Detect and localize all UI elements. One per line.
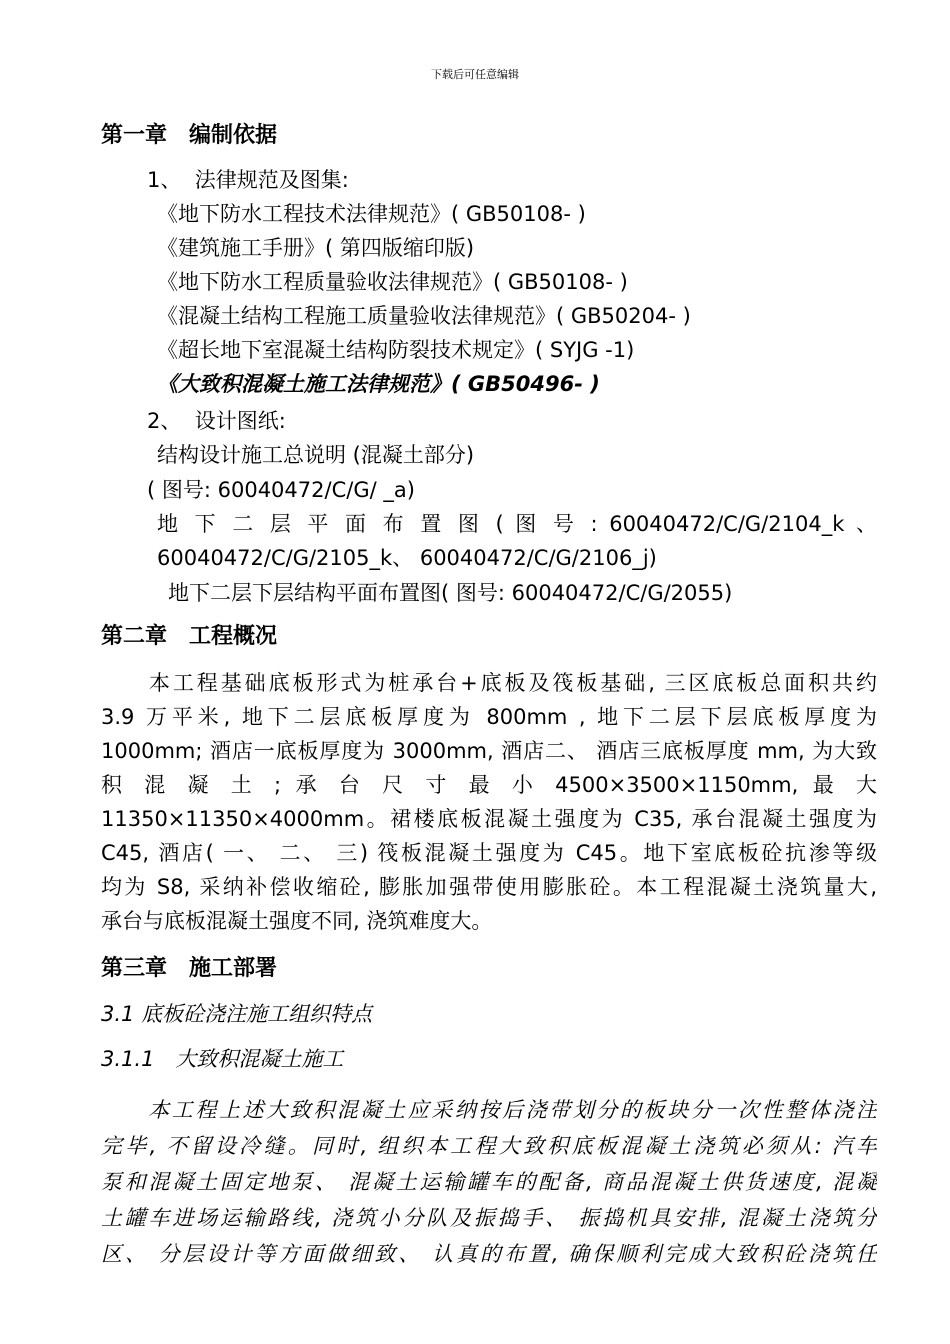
paragraph-line: 本工程基础底板形式为桩承台+底板及筏板基础, 三区底板总面积共约 bbox=[101, 671, 877, 695]
chapter1-item1: 1、 法律规范及图集: bbox=[147, 168, 349, 192]
paragraph-line: 土罐车进场运输路线, 浇筑小分队及振捣手、 振捣机具安排, 混凝土浇筑分 bbox=[101, 1206, 877, 1230]
chapter3-paragraph bbox=[101, 1092, 877, 1272]
chapter2-title: 第二章 工程概况 bbox=[101, 624, 278, 649]
paragraph-line: 泵和混凝土固定地泵、 混凝土运输罐车的配备, 商品混凝土供货速度, 混凝 bbox=[101, 1170, 877, 1194]
paragraph-line: 完毕, 不留设冷缝。同时, 组织本工程大致积底板混凝土浇筑必须从: 汽车 bbox=[101, 1134, 877, 1158]
chapter1-item2: 2、 设计图纸: bbox=[147, 409, 286, 433]
paragraph-line: 均为 S8, 采纳补偿收缩砼, 膨胀加强带使用膨胀砼。本工程混凝土浇筑量大, bbox=[101, 875, 877, 899]
reference-line-emphasized: 《大致积混凝土施工法律规范》( GB50496- ) bbox=[157, 372, 600, 396]
reference-line: 《建筑施工手册》( 第四版缩印版) bbox=[157, 236, 475, 260]
paragraph-line: 承台与底板混凝土强度不同, 浇筑难度大。 bbox=[101, 909, 493, 933]
reference-line: 《混凝土结构工程施工质量验收法律规范》( GB50204- ) bbox=[157, 304, 691, 328]
paragraph-line: C45, 酒店( 一、 二、 三) 筏板混凝土强度为 C45。地下室底板砼抗渗等级 bbox=[101, 841, 877, 865]
drawing-line: 结构设计施工总说明 (混凝土部分) bbox=[157, 443, 475, 467]
paragraph-line: 本工程上述大致积混凝土应采纳按后浇带划分的板块分一次性整体浇注 bbox=[101, 1098, 877, 1122]
chapter3-title: 第三章 施工部署 bbox=[101, 956, 278, 981]
paragraph-line: 积 混 凝 土 ; 承 台 尺 寸 最 小 4500×3500×1150mm, 最 大 bbox=[101, 773, 877, 797]
drawing-line: ( 图号: 60040472/C/G/ _a) bbox=[147, 478, 415, 502]
paragraph-line: 11350×11350×4000mm。裙楼底板混凝土强度为 C35, 承台混凝土强度为 bbox=[101, 807, 877, 831]
drawing-line: 60040472/C/G/2105_k、 60040472/C/G/2106_j) bbox=[157, 546, 657, 570]
paragraph-line: 区、 分层设计等方面做细致、 认真的布置, 确保顺利完成大致积砼浇筑任 bbox=[101, 1242, 877, 1266]
reference-line: 《超长地下室混凝土结构防裂技术规定》( SYJG -1) bbox=[157, 338, 635, 362]
reference-line: 《地下防水工程质量验收法律规范》( GB50108- ) bbox=[157, 270, 628, 294]
chapter1-title: 第一章 编制依据 bbox=[101, 123, 278, 148]
drawing-line: 地下二层下层结构平面布置图( 图号: 60040472/C/G/2055) bbox=[168, 581, 733, 605]
page-header-note: 下载后可任意编辑 bbox=[431, 68, 519, 81]
chapter2-paragraph bbox=[101, 666, 877, 938]
reference-line: 《地下防水工程技术法律规范》( GB50108- ) bbox=[157, 202, 586, 226]
section-3-1-heading: 3.1 底板砼浇注施工组织特点 bbox=[101, 1002, 373, 1026]
section-3-1-1-heading: 3.1.1 大致积混凝土施工 bbox=[101, 1047, 344, 1071]
paragraph-line: 1000mm; 酒店一底板厚度为 3000mm, 酒店二、 酒店三底板厚度 mm, 为大致 bbox=[101, 739, 877, 763]
paragraph-line: 3.9 万平米, 地下二层底板厚度为 800mm , 地下二层下层底板厚度为 bbox=[101, 705, 877, 729]
drawing-line: 地 下 二 层 平 面 布 置 图 ( 图 号 : 60040472/C/G/2104_k 、 bbox=[157, 512, 877, 536]
